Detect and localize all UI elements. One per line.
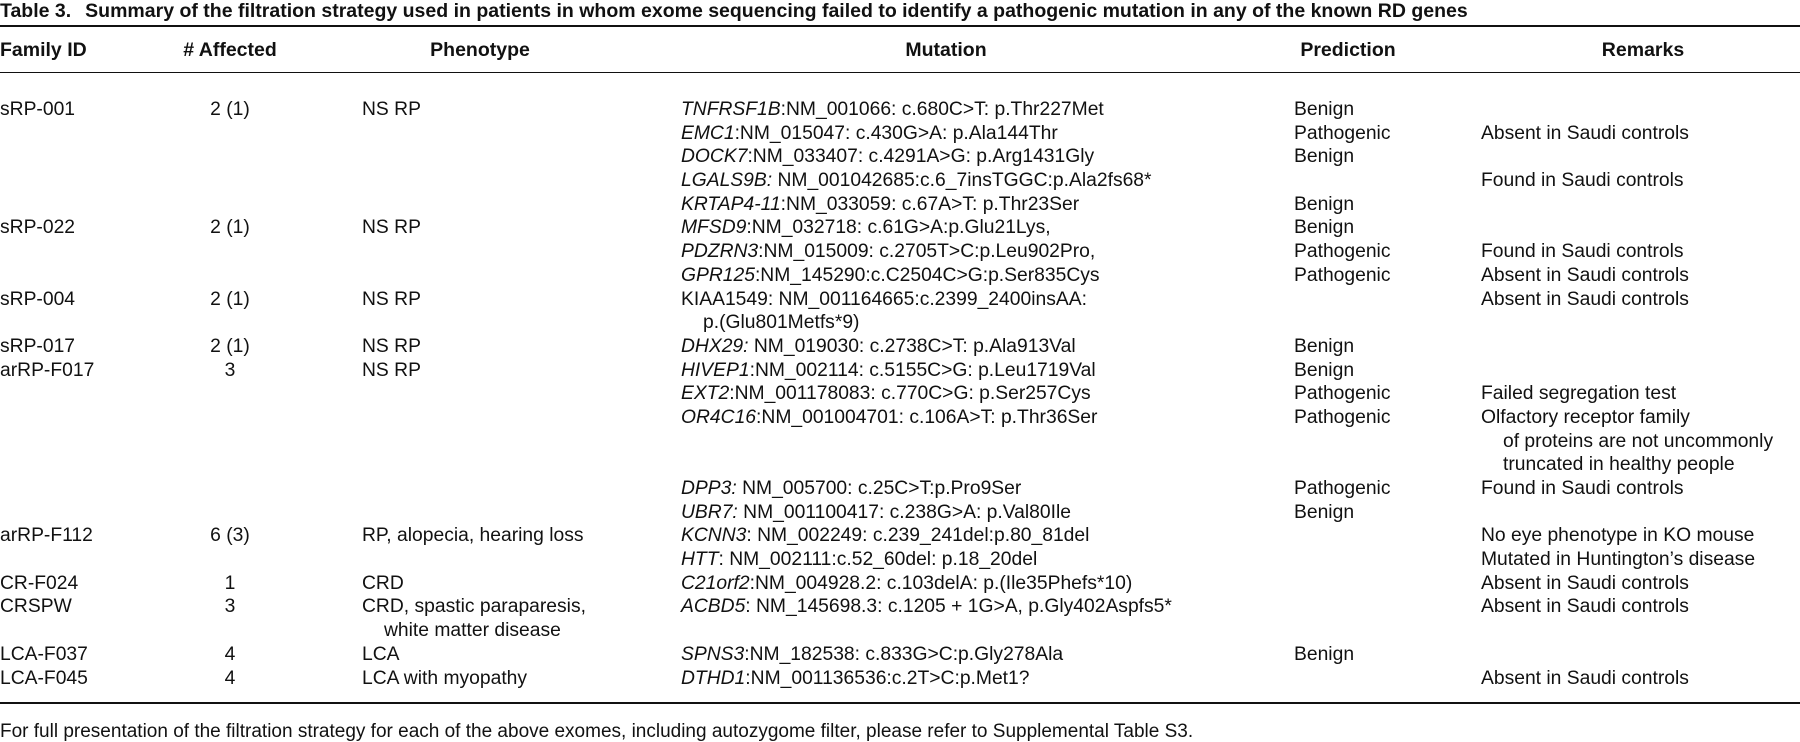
gene-name: LGALS9B:	[681, 170, 773, 192]
mutation-detail: :NM_001178083: c.770C>G: p.Ser257Cys	[729, 383, 1091, 405]
cell-mutation	[681, 169, 1152, 193]
cell-mutation	[681, 240, 1095, 264]
mutation-detail: : NM_002249: c.239_241del:p.80_81del	[746, 525, 1090, 547]
cell-phenotype: NS RP	[362, 288, 421, 310]
gene-name: DOCK7	[681, 146, 748, 168]
mutation-detail: :NM_033059: c.67A>T: p.Thr23Ser	[780, 193, 1080, 215]
mutation-detail: :NM_001004701: c.106A>T: p.Thr36Ser	[756, 406, 1098, 428]
cell-mutation	[681, 501, 1071, 525]
table-row	[0, 382, 1800, 406]
cell-remarks: Absent in Saudi controls	[1481, 572, 1689, 594]
table-body	[0, 98, 1800, 690]
gene-name: PDZRN3	[681, 241, 759, 263]
table-row	[0, 122, 1800, 146]
mutation-detail: :NM_002114: c.5155C>G: p.Leu1719Val	[749, 359, 1096, 381]
table-row	[0, 619, 1800, 643]
mutation-detail: NM_005700: c.25C>T:p.Pro9Ser	[736, 478, 1022, 499]
table-caption	[0, 0, 1468, 22]
cell-mutation	[681, 477, 1021, 501]
mutation-detail: :NM_015009: c.2705T>C:p.Leu902Pro,	[758, 241, 1096, 263]
mutation-detail: KIAA1549: NM_001164665:c.2399_2400insAA:	[681, 288, 1087, 310]
cell-family-id: sRP-004	[0, 288, 76, 310]
mutation-detail: :NM_032718: c.61G>A:p.Glu21Lys,	[746, 217, 1051, 239]
cell-mutation	[681, 595, 1172, 619]
cell-prediction: Benign	[1294, 193, 1355, 215]
gene-name: MFSD9	[681, 217, 747, 239]
cell-mutation	[681, 193, 1079, 217]
cell-affected-value: 6 (3)	[210, 525, 250, 547]
table-row	[0, 595, 1800, 619]
cell-remarks: Absent in Saudi controls	[1481, 122, 1689, 144]
table-row	[0, 335, 1800, 359]
table-row	[0, 193, 1800, 217]
gene-name: DTHD1	[681, 667, 746, 689]
cell-remarks: Failed segregation test	[1481, 383, 1677, 405]
table-row	[0, 667, 1800, 691]
cell-affected-value: 3	[224, 596, 236, 618]
cell-mutation	[681, 98, 1104, 122]
cell-mutation	[681, 382, 1091, 406]
cell-mutation	[681, 145, 1094, 169]
gene-name: SPNS3	[681, 643, 745, 665]
mutation-detail: : NM_002111:c.52_60del: p.18_20del	[718, 549, 1038, 571]
cell-prediction: Benign	[1294, 501, 1355, 523]
cell-affected-value: 4	[224, 667, 236, 689]
cell-family-id: CRSPW	[0, 596, 72, 618]
bottom-rule	[0, 702, 1800, 704]
cell-mutation	[681, 524, 1089, 548]
cell-prediction: Pathogenic	[1294, 122, 1391, 144]
cell-affected-value: 2 (1)	[210, 217, 250, 239]
cell-family-id: arRP-F017	[0, 359, 95, 381]
gene-name: EMC1	[681, 122, 735, 144]
header-family-id: Family ID	[0, 39, 87, 61]
cell-mutation	[681, 216, 1051, 240]
cell-family-id: sRP-001	[0, 99, 76, 120]
gene-name: TNFRSF1B	[681, 99, 781, 120]
mutation-detail: :NM_001136536:c.2T>C:p.Met1?	[745, 667, 1030, 689]
cell-mutation	[681, 288, 1087, 312]
cell-phenotype: CRD	[362, 572, 404, 594]
cell-affected-value: 2 (1)	[210, 99, 250, 120]
cell-prediction: Benign	[1294, 217, 1355, 239]
table-row	[0, 240, 1800, 264]
cell-phenotype: NS RP	[362, 99, 421, 120]
table-row	[0, 548, 1800, 572]
mutation-detail: :NM_145290:c.C2504C>G:p.Ser835Cys	[754, 264, 1100, 286]
table-row	[0, 288, 1800, 312]
gene-name: HIVEP1	[681, 359, 750, 381]
table-row	[0, 477, 1800, 501]
cell-prediction: Benign	[1294, 335, 1355, 357]
gene-name: KRTAP4-11	[681, 193, 781, 215]
cell-prediction: Benign	[1294, 146, 1355, 168]
cell-mutation	[681, 335, 1076, 359]
gene-name: HTT	[681, 549, 719, 571]
gene-name: OR4C16	[681, 406, 757, 428]
cell-remarks: No eye phenotype in KO mouse	[1481, 525, 1755, 547]
cell-prediction: Pathogenic	[1294, 264, 1391, 286]
table-row	[0, 430, 1800, 454]
cell-mutation	[681, 572, 1132, 596]
table-row	[0, 311, 1800, 335]
cell-prediction: Pathogenic	[1294, 478, 1391, 499]
cell-mutation	[681, 406, 1097, 430]
gene-name: EXT2	[681, 383, 730, 405]
cell-remarks: Absent in Saudi controls	[1481, 288, 1689, 310]
cell-prediction: Benign	[1294, 643, 1355, 665]
gene-name: DHX29:	[681, 335, 749, 357]
table-row	[0, 406, 1800, 430]
cell-phenotype: NS RP	[362, 359, 421, 381]
table-row	[0, 643, 1800, 667]
cell-remarks: Olfactory receptor family	[1481, 406, 1690, 428]
cell-affected-value: 2 (1)	[210, 288, 250, 310]
cell-mutation	[681, 667, 1030, 691]
cell-phenotype: CRD, spastic paraparesis,	[362, 596, 586, 618]
cell-affected-value: 1	[224, 572, 236, 594]
mutation-detail: :NM_001066: c.680C>T: p.Thr227Met	[780, 99, 1104, 120]
cell-family-id: LCA-F045	[0, 667, 88, 689]
cell-phenotype: RP, alopecia, hearing loss	[362, 525, 584, 547]
cell-mutation	[681, 548, 1037, 572]
table-title: Summary of the filtration strategy used in patients in whom exome sequencing failed to identify a pathogenic mutation in any of the known RD genes	[85, 0, 1468, 22]
cell-remarks: truncated in healthy people	[1503, 454, 1735, 476]
cell-phenotype: LCA	[362, 643, 400, 665]
header-remarks: Remarks	[1601, 39, 1685, 61]
gene-name: UBR7:	[681, 501, 738, 523]
cell-prediction: Benign	[1294, 359, 1355, 381]
cell-mutation	[681, 122, 1058, 146]
cell-phenotype: NS RP	[362, 217, 421, 239]
table-row	[0, 501, 1800, 525]
cell-remarks: Mutated in Huntington’s disease	[1481, 549, 1756, 571]
cell-mutation	[681, 643, 1063, 667]
mutation-detail: NM_001100417: c.238G>A: p.Val80Ile	[737, 501, 1071, 523]
table-row	[0, 572, 1800, 596]
table-row	[0, 169, 1800, 193]
cell-remarks: Found in Saudi controls	[1481, 170, 1684, 192]
mutation-detail: p.(Glu801Metfs*9)	[703, 312, 860, 334]
cell-remarks: of proteins are not uncommonly	[1503, 430, 1774, 452]
gene-name: DPP3:	[681, 478, 737, 499]
cell-family-id: sRP-022	[0, 217, 76, 239]
mutation-detail: NM_001042685:c.6_7insTGGC:p.Ala2fs68*	[772, 170, 1152, 192]
header-phenotype: Phenotype	[430, 39, 530, 61]
gene-name: KCNN3	[681, 525, 747, 547]
header-affected: # Affected	[183, 39, 277, 61]
table-row	[0, 98, 1800, 122]
cell-family-id: CR-F024	[0, 572, 79, 594]
cell-mutation	[681, 359, 1096, 383]
cell-family-id: arRP-F112	[0, 525, 93, 547]
table-row	[0, 524, 1800, 548]
gene-name: ACBD5	[681, 596, 746, 618]
mutation-detail: NM_019030: c.2738C>T: p.Ala913Val	[748, 335, 1076, 357]
table-row	[0, 359, 1800, 383]
cell-phenotype: white matter disease	[384, 620, 561, 642]
table-row	[0, 145, 1800, 169]
cell-phenotype: LCA with myopathy	[362, 667, 528, 689]
cell-remarks: Absent in Saudi controls	[1481, 596, 1689, 618]
mutation-detail: :NM_004928.2: c.103delA: p.(Ile35Phefs*10)	[749, 572, 1133, 594]
cell-remarks: Found in Saudi controls	[1481, 478, 1684, 499]
table-header	[0, 38, 1800, 62]
mutation-detail: :NM_033407: c.4291A>G: p.Arg1431Gly	[747, 146, 1095, 168]
table-row	[0, 216, 1800, 240]
cell-mutation	[681, 264, 1100, 288]
header-rule	[0, 72, 1800, 73]
cell-remarks: Absent in Saudi controls	[1481, 667, 1689, 689]
header-mutation: Mutation	[905, 39, 987, 61]
cell-family-id: LCA-F037	[0, 643, 88, 665]
top-rule	[0, 25, 1800, 27]
cell-prediction: Pathogenic	[1294, 241, 1391, 263]
mutation-detail: :NM_015047: c.430G>A: p.Ala144Thr	[734, 122, 1058, 144]
cell-remarks: Found in Saudi controls	[1481, 241, 1684, 263]
cell-mutation	[681, 311, 859, 335]
cell-affected-value: 3	[224, 359, 236, 381]
cell-phenotype: NS RP	[362, 335, 421, 357]
cell-affected-value: 4	[224, 643, 236, 665]
table-footnote: For full presentation of the filtration strategy for each of the above exomes, including autozygome filter, please refer to Supplemental Table S3.	[0, 721, 1194, 742]
mutation-detail: :NM_182538: c.833G>C:p.Gly278Ala	[744, 643, 1064, 665]
table-row	[0, 264, 1800, 288]
cell-affected-value: 2 (1)	[210, 335, 250, 357]
cell-prediction: Pathogenic	[1294, 383, 1391, 405]
header-prediction: Prediction	[1300, 39, 1396, 61]
cell-prediction: Benign	[1294, 99, 1355, 120]
gene-name: C21orf2	[681, 572, 750, 594]
mutation-detail: : NM_145698.3: c.1205 + 1G>A, p.Gly402Aspfs5*	[745, 596, 1172, 618]
cell-prediction: Pathogenic	[1294, 406, 1391, 428]
table-row	[0, 453, 1800, 477]
gene-name: GPR125	[681, 264, 755, 286]
table-label: Table 3.	[0, 0, 72, 22]
cell-family-id: sRP-017	[0, 335, 76, 357]
cell-remarks: Absent in Saudi controls	[1481, 264, 1689, 286]
